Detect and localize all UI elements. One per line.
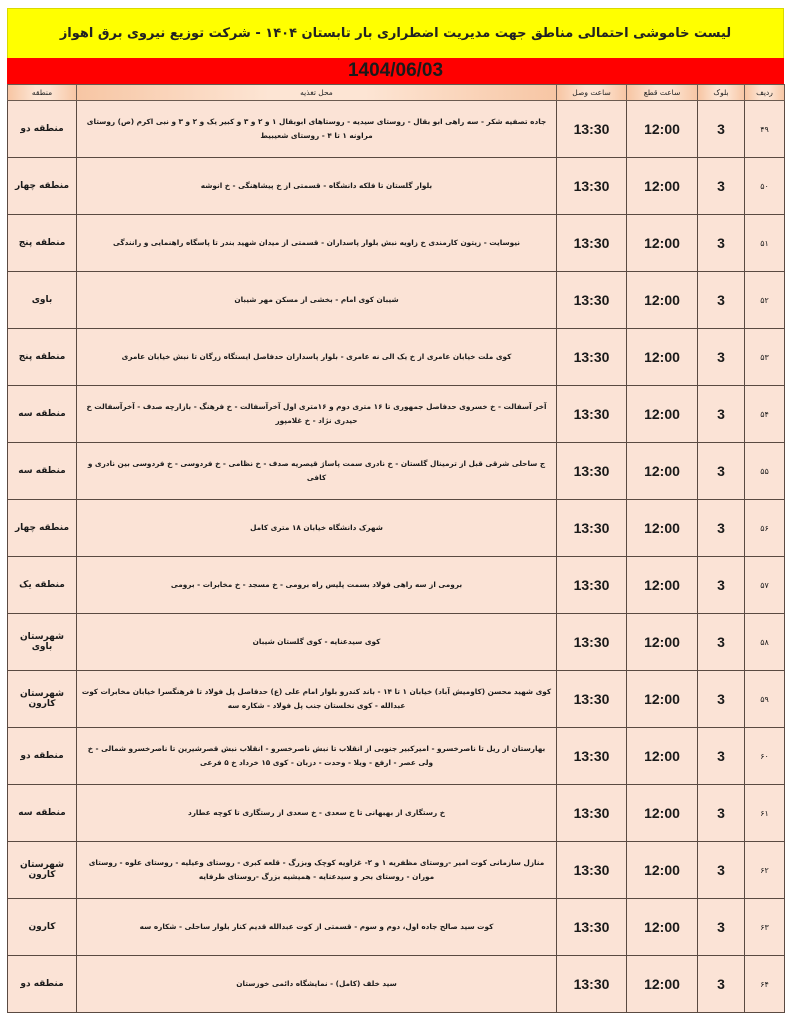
region-cell: شهرستان کارون	[8, 671, 77, 728]
region-cell: منطقه چهار	[8, 500, 77, 557]
location-cell: آخر آسفالت - خ خسروی حدفاصل جمهوری تا ۱۶ متری دوم و ۱۶متری اول آخرآسفالت - خ فرهنگ - بازارچه صدف - آخرآسفالت خ حیدری نژاد - خ غلامپور	[77, 386, 557, 443]
block-cell: 3	[698, 500, 745, 557]
restore-time-cell: 13:30	[557, 956, 627, 1013]
location-cell: سید خلف (کامل) - نمایشگاه دائمی خوزستان	[77, 956, 557, 1013]
cut-time-cell: 12:00	[627, 158, 698, 215]
cut-time-cell: 12:00	[627, 614, 698, 671]
region-cell: شهرستان باوی	[8, 614, 77, 671]
block-cell: 3	[698, 215, 745, 272]
table-row	[8, 272, 785, 329]
table-row	[8, 614, 785, 671]
header-row-no: ردیف	[745, 85, 785, 101]
row-number: ۶۰	[745, 728, 785, 785]
table-row	[8, 443, 785, 500]
location-cell: کوت سید صالح جاده اول، دوم و سوم - قسمتی از کوت عبدالله قدیم کنار بلوار ساحلی - شکاره سه	[77, 899, 557, 956]
block-cell: 3	[698, 101, 745, 158]
restore-time-cell: 13:30	[557, 671, 627, 728]
cut-time-cell: 12:00	[627, 842, 698, 899]
block-cell: 3	[698, 614, 745, 671]
location-cell: شهرک دانشگاه خیابان ۱۸ متری کامل	[77, 500, 557, 557]
outage-table	[7, 84, 785, 1013]
table-row	[8, 956, 785, 1013]
block-cell: 3	[698, 443, 745, 500]
region-cell: منطقه دو	[8, 956, 77, 1013]
region-cell: باوی	[8, 272, 77, 329]
cut-time-cell: 12:00	[627, 215, 698, 272]
location-cell: شیبان کوی امام - بخشی از مسکن مهر شیبان	[77, 272, 557, 329]
cut-time-cell: 12:00	[627, 272, 698, 329]
restore-time-cell: 13:30	[557, 728, 627, 785]
location-cell: جاده تصفیه شکر - سه راهی ابو بقال - روستای سیدیه - روستاهای ابوبقال ۱ و ۲ و ۳ و کبیر یک و ۲ و ۳ و نبی اکرم (ص) روستای مراونه ۱ تا ۴ - روستای شعیبیط	[77, 101, 557, 158]
location-cell: منازل سازمانی کوت امیر -روستای مظفریه ۱ و ۲- غزاویه کوچک وبزرگ - قلعه کبری - روستای وعیلیه - روستای علوه - روستای موران - روستای بحر و سیدعنایه - همیشیه بزرگ -روستای طرفایه	[77, 842, 557, 899]
region-cell: منطقه سه	[8, 785, 77, 842]
document-title: لیست خاموشی احتمالی مناطق جهت مدیریت اضطراری بار تابستان ۱۴۰۴ - شرکت توزیع نیروی برق اهواز	[7, 8, 784, 58]
cut-time-cell: 12:00	[627, 500, 698, 557]
header-region: منطقه	[8, 85, 77, 101]
table-row	[8, 785, 785, 842]
row-number: ۵۸	[745, 614, 785, 671]
row-number: ۴۹	[745, 101, 785, 158]
row-number: ۵۳	[745, 329, 785, 386]
location-cell: کوی شهید محسن (کاومیش آباد) خیابان ۱ تا ۱۴ - باند کندرو بلوار امام علی (ع) حدفاصل پل فولاد تا فرهنگسرا خیابان مخابرات کوت عبدالله - کوی نخلستان جنب پل فولاد - شکاره سه	[77, 671, 557, 728]
restore-time-cell: 13:30	[557, 158, 627, 215]
block-cell: 3	[698, 842, 745, 899]
restore-time-cell: 13:30	[557, 899, 627, 956]
table-row	[8, 500, 785, 557]
region-cell: منطقه چهار	[8, 158, 77, 215]
location-cell: برومی از سه راهی فولاد بسمت پلیس راه برومی - خ مسجد - خ مخابرات - برومی	[77, 557, 557, 614]
restore-time-cell: 13:30	[557, 215, 627, 272]
restore-time-cell: 13:30	[557, 443, 627, 500]
region-cell: منطقه پنج	[8, 215, 77, 272]
cut-time-cell: 12:00	[627, 329, 698, 386]
restore-time-cell: 13:30	[557, 842, 627, 899]
cut-time-cell: 12:00	[627, 443, 698, 500]
cut-time-cell: 12:00	[627, 728, 698, 785]
cut-time-cell: 12:00	[627, 386, 698, 443]
table-header-row	[8, 85, 785, 101]
location-cell: بهارستان از ریل تا ناصرخسرو - امیرکبیر جنوبی از انقلاب تا نبش ناصرخسرو - انقلاب نبش قصرشیرین تا ناصرخسرو شمالی - خ ولی عصر - ارفع - ویلا - وحدت - دزبان - کوی ۱۵ خرداد خ ۵ فرعی	[77, 728, 557, 785]
row-number: ۵۷	[745, 557, 785, 614]
region-cell: شهرستان کارون	[8, 842, 77, 899]
restore-time-cell: 13:30	[557, 500, 627, 557]
block-cell: 3	[698, 899, 745, 956]
table-row	[8, 671, 785, 728]
block-cell: 3	[698, 785, 745, 842]
outage-schedule-sheet	[7, 8, 784, 1013]
block-cell: 3	[698, 272, 745, 329]
row-number: ۵۰	[745, 158, 785, 215]
table-row	[8, 215, 785, 272]
row-number: ۵۵	[745, 443, 785, 500]
restore-time-cell: 13:30	[557, 101, 627, 158]
region-cell: منطقه سه	[8, 386, 77, 443]
location-cell: ج ساحلی شرقی قبل از ترمینال گلستان - خ نادری سمت پاساژ قیصریه صدف - خ نظامی - خ فردوسی - خ فردوسی بین نادری و کافی	[77, 443, 557, 500]
block-cell: 3	[698, 956, 745, 1013]
cut-time-cell: 12:00	[627, 785, 698, 842]
cut-time-cell: 12:00	[627, 671, 698, 728]
block-cell: 3	[698, 728, 745, 785]
restore-time-cell: 13:30	[557, 785, 627, 842]
table-row	[8, 101, 785, 158]
row-number: ۶۳	[745, 899, 785, 956]
header-location: محل تغذیه	[77, 85, 557, 101]
header-block: بلوک	[698, 85, 745, 101]
region-cell: کارون	[8, 899, 77, 956]
table-row	[8, 899, 785, 956]
region-cell: منطقه سه	[8, 443, 77, 500]
location-cell: خ رستگاری از بهبهانی تا خ سعدی - خ سعدی از رستگاری تا کوچه عطارد	[77, 785, 557, 842]
location-cell: نیوسایت - زیتون کارمندی خ زاویه نبش بلوار پاسداران - قسمتی از میدان شهید بندر تا پاسگاه راهنمایی و رانندگی	[77, 215, 557, 272]
header-cut-time: ساعت قطع	[627, 85, 698, 101]
table-row	[8, 728, 785, 785]
restore-time-cell: 13:30	[557, 614, 627, 671]
region-cell: منطقه یک	[8, 557, 77, 614]
region-cell: منطقه پنج	[8, 329, 77, 386]
restore-time-cell: 13:30	[557, 386, 627, 443]
region-cell: منطقه دو	[8, 728, 77, 785]
cut-time-cell: 12:00	[627, 101, 698, 158]
cut-time-cell: 12:00	[627, 956, 698, 1013]
restore-time-cell: 13:30	[557, 329, 627, 386]
block-cell: 3	[698, 557, 745, 614]
cut-time-cell: 12:00	[627, 557, 698, 614]
row-number: ۵۹	[745, 671, 785, 728]
row-number: ۶۱	[745, 785, 785, 842]
table-row	[8, 557, 785, 614]
block-cell: 3	[698, 158, 745, 215]
row-number: ۵۴	[745, 386, 785, 443]
block-cell: 3	[698, 329, 745, 386]
block-cell: 3	[698, 671, 745, 728]
schedule-date: 1404/06/03	[7, 58, 784, 84]
table-row	[8, 158, 785, 215]
row-number: ۵۶	[745, 500, 785, 557]
row-number: ۵۲	[745, 272, 785, 329]
table-row	[8, 842, 785, 899]
row-number: ۵۱	[745, 215, 785, 272]
table-row	[8, 386, 785, 443]
restore-time-cell: 13:30	[557, 272, 627, 329]
location-cell: کوی سیدعنایه - کوی گلستان شیبان	[77, 614, 557, 671]
cut-time-cell: 12:00	[627, 899, 698, 956]
location-cell: کوی ملت خیابان عامری از خ یک الی نه عامری - بلوار پاسداران حدفاصل ایستگاه زرگان تا نبش خیابان عامری	[77, 329, 557, 386]
row-number: ۶۲	[745, 842, 785, 899]
restore-time-cell: 13:30	[557, 557, 627, 614]
location-cell: بلوار گلستان تا فلکه دانشگاه - قسمتی از خ پیشاهنگی - خ انوشه	[77, 158, 557, 215]
block-cell: 3	[698, 386, 745, 443]
table-row	[8, 329, 785, 386]
header-restore-time: ساعت وصل	[557, 85, 627, 101]
region-cell: منطقه دو	[8, 101, 77, 158]
row-number: ۶۴	[745, 956, 785, 1013]
